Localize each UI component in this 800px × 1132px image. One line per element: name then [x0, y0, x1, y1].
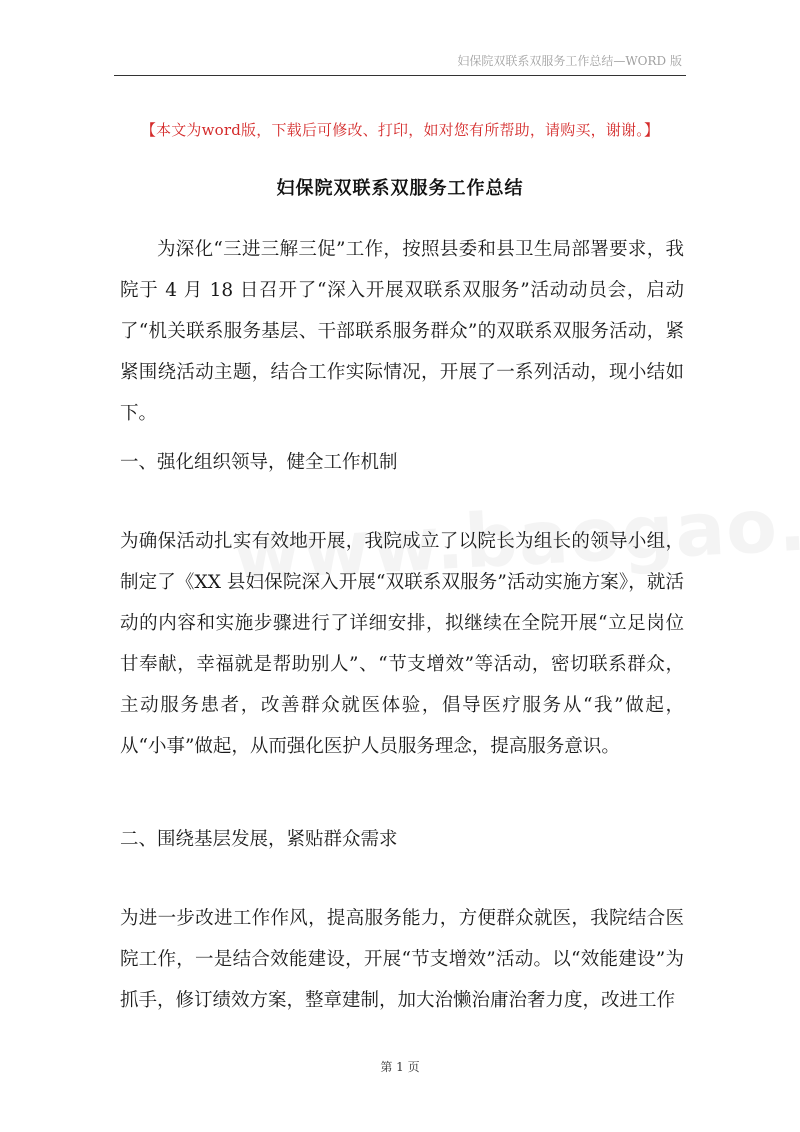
section-1-heading: 一、强化组织领导，健全工作机制 [120, 452, 398, 473]
intro-paragraph: 为深化“三进三解三促”工作，按照县委和县卫生局部署要求，我院于 4 月 18 日召开了“深入开展双联系双服务”活动动员会，启动了“机关联系服务基层、干部联系服务群众”的双联系双服务活动，紧紧围绕活动主题，结合工作实际情况，开展了一系列活动，现小结如下。 [120, 239, 684, 424]
document-title: 妇保院双联系双服务工作总结 [276, 178, 524, 199]
section-1-paragraph: 为确保活动扎实有效地开展，我院成立了以院长为组长的领导小组，制定了《XX 县妇保院深入开展“双联系双服务”活动实施方案》，就活动的内容和实施步骤进行了详细安排，拟继续在全院开展“立足岗位甘奉献，幸福就是帮助别人”、“节支增效”等活动，密切联系群众，主动服务患者，改善群众就医体验，倡导医疗服务从“我”做起，从“小事”做起，从而强化医护人员服务理念，提高服务意识。 [120, 531, 684, 757]
purchase-notice: 【本文为word版，下载后可修改、打印，如对您有所帮助，请购买，谢谢。】 [140, 121, 660, 139]
running-header: 妇保院双联系双服务工作总结—WORD 版 [457, 54, 682, 68]
section-2-heading: 二、围绕基层发展，紧贴群众需求 [120, 829, 398, 850]
page-number: 第 1 页 [380, 1060, 420, 1074]
header-divider [114, 75, 686, 76]
section-2-paragraph: 为进一步改进工作作风，提高服务能力，方便群众就医，我院结合医院工作，一是结合效能建设，开展“节支增效”活动。以“效能建设”为抓手，修订绩效方案，整章建制，加大治懒治庸治奢力度，改进工作 [120, 908, 684, 1011]
